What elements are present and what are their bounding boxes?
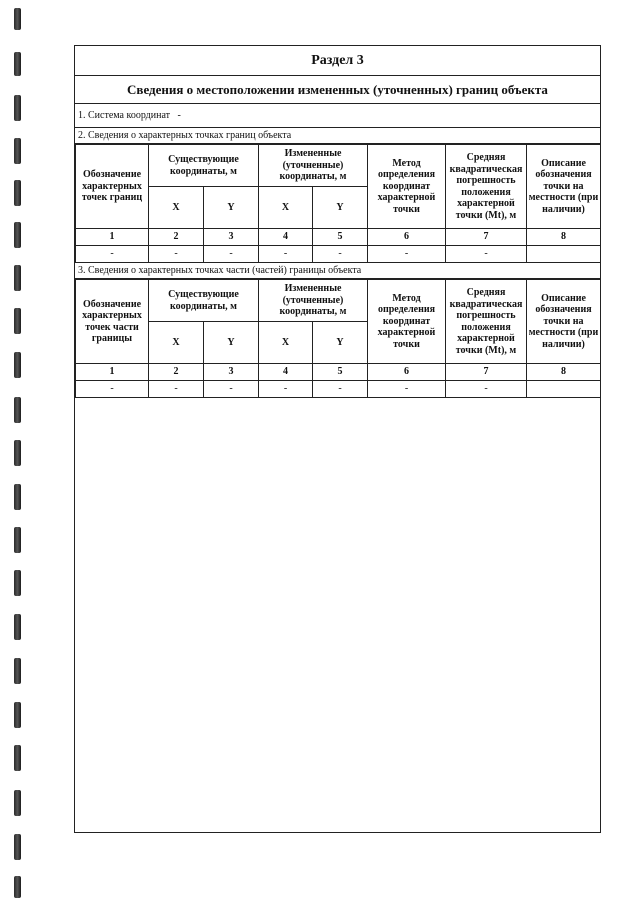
binding-hole bbox=[14, 440, 21, 466]
header-error: Средняя квадратическая погрешность положения характерной точки (Mt), м bbox=[446, 280, 527, 364]
column-number: 2 bbox=[149, 229, 204, 246]
binding-hole bbox=[14, 876, 21, 898]
binding-hole bbox=[14, 8, 21, 30]
column-number: 1 bbox=[76, 229, 149, 246]
coordinate-system-row bbox=[75, 104, 600, 128]
table-cell bbox=[527, 246, 601, 263]
header-y: Y bbox=[204, 322, 259, 364]
table-cell: - bbox=[259, 381, 313, 398]
table-cell bbox=[527, 381, 601, 398]
column-number: 7 bbox=[446, 364, 527, 381]
binding-hole bbox=[14, 702, 21, 728]
table-cell: - bbox=[76, 246, 149, 263]
table-cell: - bbox=[313, 246, 368, 263]
column-number: 8 bbox=[527, 364, 601, 381]
header-error: Средняя квадратическая погрешность положения характерной точки (Mt), м bbox=[446, 145, 527, 229]
header-y: Y bbox=[313, 187, 368, 229]
binding-hole bbox=[14, 222, 21, 248]
header-description: Описание обозначения точки на местности (при наличии) bbox=[527, 145, 601, 229]
table-cell: - bbox=[204, 246, 259, 263]
header-existing-coords: Существующие координаты, м bbox=[149, 280, 259, 322]
binding-hole bbox=[14, 570, 21, 596]
column-number: 4 bbox=[259, 229, 313, 246]
header-y: Y bbox=[204, 187, 259, 229]
binding-hole bbox=[14, 397, 21, 423]
header-point-designation: Обозначение характерных точек части границы bbox=[76, 280, 149, 364]
binding-hole bbox=[14, 265, 21, 291]
column-number: 5 bbox=[313, 229, 368, 246]
column-number: 3 bbox=[204, 229, 259, 246]
table-cell: - bbox=[149, 246, 204, 263]
header-method: Метод определения координат характерной точки bbox=[368, 280, 446, 364]
table-cell: - bbox=[204, 381, 259, 398]
binding-hole bbox=[14, 180, 21, 206]
part-boundary-points-table bbox=[75, 279, 601, 398]
header-method: Метод определения координат характерной точки bbox=[368, 145, 446, 229]
binding-hole bbox=[14, 614, 21, 640]
column-number: 1 bbox=[76, 364, 149, 381]
header-description: Описание обозначения точки на местности (при наличии) bbox=[527, 280, 601, 364]
column-number: 3 bbox=[204, 364, 259, 381]
column-number: 2 bbox=[149, 364, 204, 381]
binding-hole bbox=[14, 484, 21, 510]
header-changed-coords: Измененные (уточненные) координаты, м bbox=[259, 145, 368, 187]
table-cell: - bbox=[313, 381, 368, 398]
table-cell: - bbox=[446, 246, 527, 263]
table-cell: - bbox=[368, 381, 446, 398]
binding-hole bbox=[14, 527, 21, 553]
header-x: X bbox=[149, 322, 204, 364]
table-cell: - bbox=[259, 246, 313, 263]
header-x: X bbox=[259, 322, 313, 364]
table-cell: - bbox=[446, 381, 527, 398]
header-changed-coords: Измененные (уточненные) координаты, м bbox=[259, 280, 368, 322]
coordinate-system-value: - bbox=[177, 110, 181, 121]
column-number: 8 bbox=[527, 229, 601, 246]
table-cell: - bbox=[76, 381, 149, 398]
binding-holes bbox=[4, 0, 28, 905]
column-number: 4 bbox=[259, 364, 313, 381]
binding-hole bbox=[14, 790, 21, 816]
binding-hole bbox=[14, 95, 21, 121]
table-cell: - bbox=[149, 381, 204, 398]
coordinate-system-label: 1. Система координат bbox=[78, 110, 171, 121]
binding-hole bbox=[14, 138, 21, 164]
binding-hole bbox=[14, 745, 21, 771]
header-x: X bbox=[149, 187, 204, 229]
header-existing-coords: Существующие координаты, м bbox=[149, 145, 259, 187]
section-title: Раздел 3 bbox=[75, 46, 600, 76]
header-point-designation: Обозначение характерных точек границ bbox=[76, 145, 149, 229]
column-number: 6 bbox=[368, 229, 446, 246]
column-number: 5 bbox=[313, 364, 368, 381]
binding-hole bbox=[14, 352, 21, 378]
binding-hole bbox=[14, 52, 21, 76]
binding-hole bbox=[14, 658, 21, 684]
document-title: Сведения о местоположении измененных (уточненных) границ объекта bbox=[75, 76, 600, 104]
boundary-points-table bbox=[75, 144, 601, 263]
binding-hole bbox=[14, 308, 21, 334]
table-cell: - bbox=[368, 246, 446, 263]
column-number: 7 bbox=[446, 229, 527, 246]
header-x: X bbox=[259, 187, 313, 229]
column-number: 6 bbox=[368, 364, 446, 381]
block3-title: 3. Сведения о характерных точках части (частей) границы объекта bbox=[75, 263, 600, 279]
block2-title: 2. Сведения о характерных точках границ объекта bbox=[75, 128, 600, 144]
binding-hole bbox=[14, 834, 21, 860]
header-y: Y bbox=[313, 322, 368, 364]
